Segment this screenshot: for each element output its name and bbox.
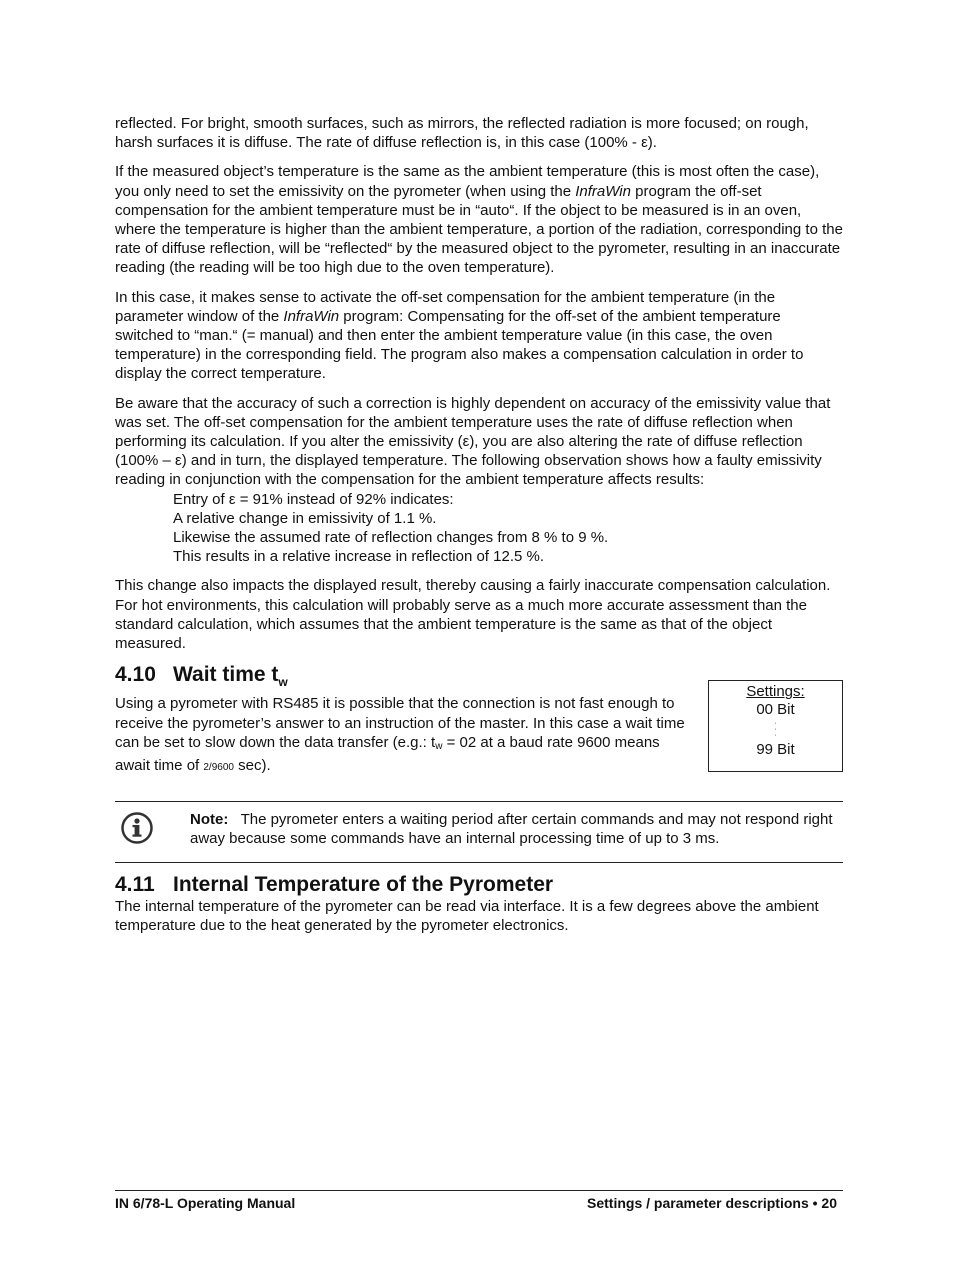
section-number: 4.11 <box>115 873 155 897</box>
section-number: 4.10 <box>115 663 156 687</box>
section-title: Wait time t <box>173 663 279 687</box>
section-heading-411 <box>115 873 843 897</box>
settings-min: 00 Bit <box>756 701 795 719</box>
paragraph-wait-time: Using a pyrometer with RS485 it is possible that the connection is not fast enough to receive the pyrometer’s answer to an instruction of the master. In this case a wait time can be set to slow down the data transfer (e.g.: $t_w = 02$ at a baud rate 9600 means await time of 2/9600 sec). <box>115 695 685 775</box>
section-title-subscript: w <box>278 675 288 690</box>
list-item: This results in a relative increase in reflection of 12.5 %. <box>173 548 545 566</box>
footer-manual-title: IN 6/78-L Operating Manual <box>115 1195 296 1211</box>
paragraph-reflection: reflected. For bright, smooth surfaces, such as mirrors, the reflected radiation is more focused; on rough, harsh surfaces it is diffuse. The rate of diffuse reflection is, in this case (100% - ε). <box>115 115 809 152</box>
footer-section-page: Settings / parameter descriptions • 20 <box>587 1195 837 1211</box>
list-item: Likewise the assumed rate of reflection changes from 8 % to 9 %. <box>173 529 609 547</box>
list-item: Entry of ε = 91% instead of 92% indicates: <box>173 490 454 508</box>
settings-max: 99 Bit <box>756 741 795 759</box>
info-icon <box>121 812 153 844</box>
settings-ellipsis: · · · <box>774 720 777 740</box>
settings-label: Settings: <box>746 683 805 701</box>
note-box <box>115 801 843 863</box>
paragraph-accuracy: Be aware that the accuracy of such a correction is highly dependent on accuracy of the emissivity value that was set. The off-set compensation for the ambient temperature uses the rate of diffuse reflection when performing its calculation. If you alter the emissivity (ε), you are also altering the rate of diffuse reflection (100% – ε) and in turn, the displayed temperature. The following observation shows how a faulty emissivity reading in conjunction with the compensation for the ambient temperature affects results: <box>115 394 831 489</box>
section-title: Internal Temperature of the Pyrometer <box>173 873 554 897</box>
note-text: Note: The pyrometer enters a waiting period after certain commands and may not respond right away because some commands have an internal processing time of up to 3 ms. <box>190 811 833 848</box>
page-footer <box>115 1190 843 1211</box>
list-item: A relative change in emissivity of 1.1 %. <box>173 509 437 527</box>
observation-list <box>115 490 843 567</box>
paragraph-oven-case: In this case, it makes sense to activate the off-set compensation for the ambient temperature (in the parameter window of the InfraWin program: Compensating for the off-set of the ambient temperature switched to “man.“ (= manual) and then enter the ambient temperature value (in this case, the oven temperature) in the corresponding field. The program also makes a compensation calculation in order to display the correct temperature. <box>115 288 804 383</box>
paragraph-internal-temperature: The internal temperature of the pyrometer can be read via interface. It is a few degrees above the ambient temperature due to the heat generated by the pyrometer electronics. <box>115 898 819 935</box>
paragraph-ambient: If the measured object’s temperature is the same as the ambient temperature (this is most often the case), you only need to set the emissivity on the pyrometer (when using the InfraWin program the off-set compensation for the ambient temperature must be in “auto“. If the object to be measured is in an oven, where the temperature is higher than the ambient temperature, a portion of the radiation, corresponding to the rate of diffuse reflection, will be “reflected“ by the measured object to the pyrometer, resulting in an inaccurate reading (the reading will be too high due to the oven temperature). <box>115 163 843 277</box>
page-content <box>115 114 843 946</box>
paragraph-impact: This change also impacts the displayed result, thereby causing a fairly inaccurate compensation calculation. For hot environments, this calculation will probably serve as a much more accurate assessment than the standard calculation, which assumes that the ambient temperature is the same as that of the object measured. <box>115 577 831 653</box>
wait-time-block <box>115 683 843 777</box>
settings-box <box>708 680 843 772</box>
